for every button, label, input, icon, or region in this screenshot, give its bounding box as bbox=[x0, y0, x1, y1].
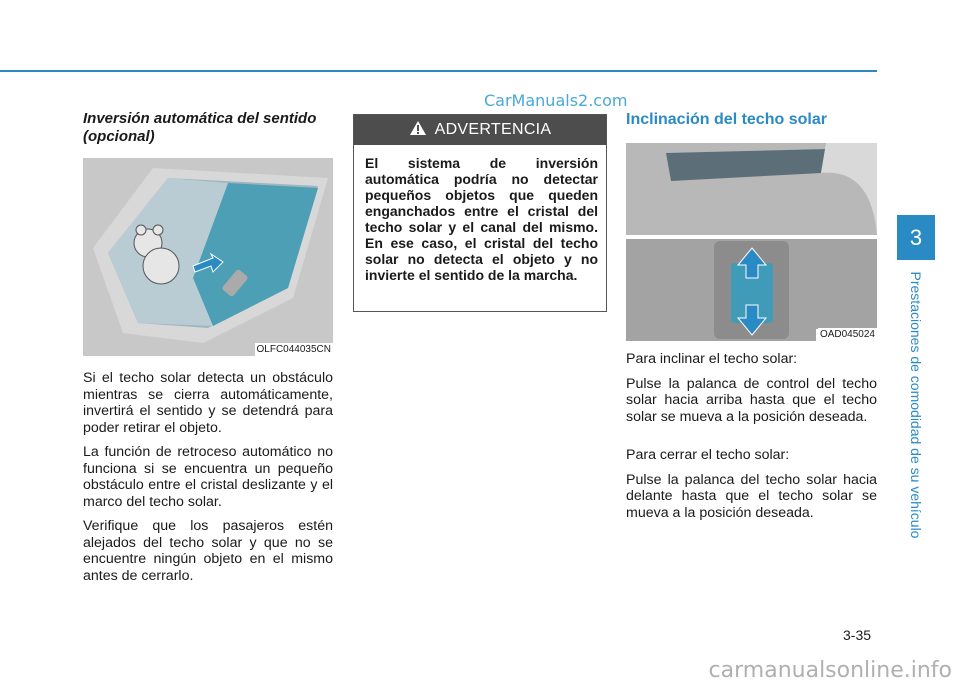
tilt-control-figure bbox=[626, 143, 877, 341]
chapter-tab: 3 bbox=[897, 215, 935, 260]
page-number: 3-35 bbox=[843, 627, 872, 643]
left-column bbox=[83, 110, 333, 592]
figure-code: OAD045024 bbox=[819, 329, 875, 340]
paragraph: Para cerrar el techo solar: bbox=[626, 447, 790, 463]
warning-box bbox=[353, 114, 607, 312]
paragraph: Pulse la palanca del techo solar hacia delante hasta que el techo solar se mueva a la posición deseada. bbox=[626, 471, 877, 521]
figure-code: OLFC044035CN bbox=[256, 344, 331, 355]
watermark-text: CarManuals2.com bbox=[484, 91, 628, 110]
warning-header bbox=[354, 115, 606, 145]
warning-title: ADVERTENCIA bbox=[434, 121, 552, 138]
warning-text: El sistema de inversión automática podría no detectar pequeños objetos que queden enganchados entre el cristal del techo solar y el canal del mismo. En ese caso, el cristal del techo solar no detecta el objeto y no invierte el sentido de la marcha. bbox=[365, 155, 598, 283]
paragraph: Para inclinar el techo solar: bbox=[626, 351, 798, 367]
section-heading-tilt: Inclinación del techo solar bbox=[626, 111, 827, 128]
section-heading-auto-reverse: Inversión automática del sentido (opcional) bbox=[83, 110, 317, 145]
sunroof-illustration bbox=[83, 158, 333, 356]
footer-watermark: carmanualsonline.info bbox=[708, 658, 952, 683]
warning-triangle-icon bbox=[409, 120, 427, 141]
tilt-control-illustration bbox=[626, 143, 877, 341]
right-column bbox=[626, 111, 877, 529]
sunroof-figure bbox=[83, 158, 333, 356]
paragraph: Pulse la palanca de control del techo solar hacia arriba hasta que el techo solar se mueva a la posición deseada. bbox=[626, 375, 877, 425]
paragraph: La función de retroceso automático no funciona si se encuentra un pequeño obstáculo entre el cristal deslizante y el marco del techo solar. bbox=[83, 444, 333, 510]
chapter-title bbox=[906, 270, 926, 540]
header-rule bbox=[0, 70, 877, 72]
paragraph: Verifique que los pasajeros estén alejados del techo solar y que no se encuentre ningún objeto en el mismo antes de cerrarlo. bbox=[83, 518, 333, 584]
paragraph: Si el techo solar detecta un obstáculo mientras se cierra automáticamente, invertirá el sentido y se detendrá para poder retirar el objeto. bbox=[83, 370, 333, 436]
chapter-title-text: Prestaciones de comodidad de su vehículo bbox=[908, 271, 924, 539]
